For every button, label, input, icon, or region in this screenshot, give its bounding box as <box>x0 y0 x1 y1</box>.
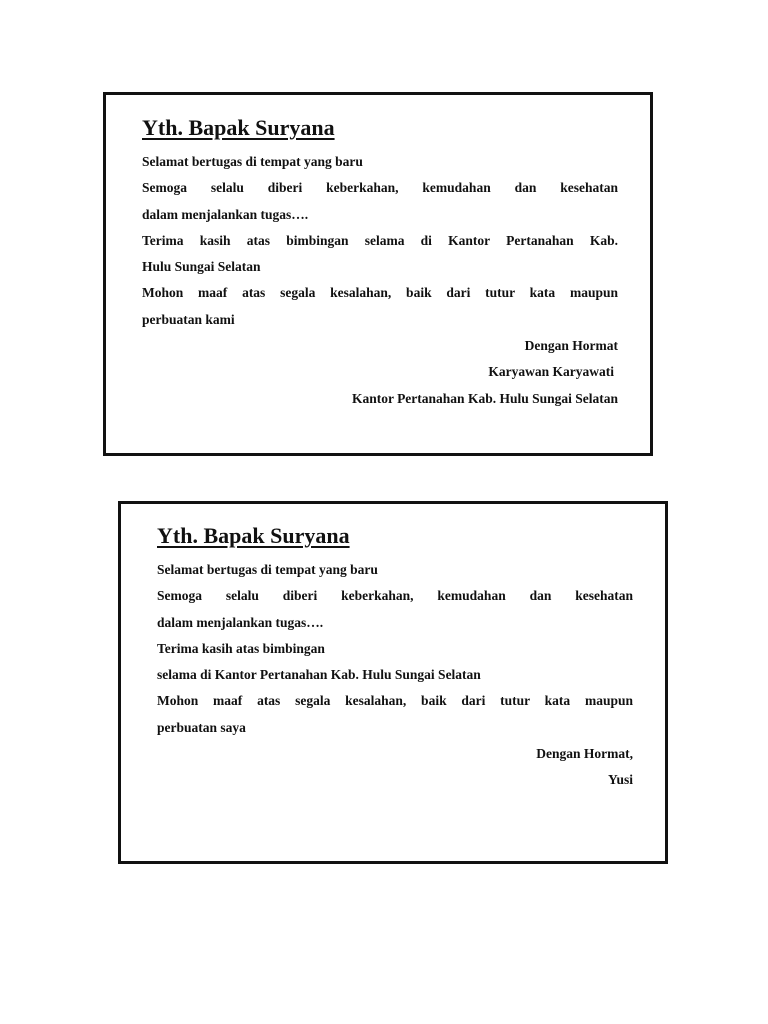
body-line: Hulu Sungai Selatan <box>142 259 261 275</box>
closing-line: Yusi <box>607 772 633 788</box>
card-content <box>142 113 618 412</box>
body-line: perbuatan saya <box>157 719 246 735</box>
greeting-card-2 <box>118 501 668 864</box>
card-title: Yth. Bapak Suryana <box>142 115 335 140</box>
body-line: Mohon maaf atas segala kesalahan, baik dari tutur kata maupun <box>157 693 633 709</box>
card-title: Yth. Bapak Suryana <box>157 523 350 548</box>
body-line: Semoga selalu diberi keberkahan, kemudahan dan kesehatan <box>142 180 618 196</box>
body-line: Mohon maaf atas segala kesalahan, baik dari tutur kata maupun <box>142 285 618 301</box>
body-line: Selamat bertugas di tempat yang baru <box>157 562 378 577</box>
body-line: selama di Kantor Pertanahan Kab. Hulu Sungai Selatan <box>157 667 481 683</box>
body-line: Terima kasih atas bimbingan <box>157 640 325 656</box>
body-line: dalam menjalankan tugas…. <box>142 206 309 222</box>
closing-line: Dengan Hormat, <box>536 746 633 762</box>
closing-line: Dengan Hormat <box>524 338 618 354</box>
body-line: Selamat bertugas di tempat yang baru <box>142 154 363 169</box>
body-line: dalam menjalankan tugas…. <box>157 614 324 630</box>
body-line: perbuatan kami <box>142 311 235 327</box>
body-line: Terima kasih atas bimbingan selama di Kantor Pertanahan Kab. <box>142 232 618 248</box>
closing-line: Karyawan Karyawati <box>488 364 614 380</box>
body-line: Semoga selalu diberi keberkahan, kemudahan dan kesehatan <box>157 588 633 604</box>
greeting-card-1 <box>103 92 653 456</box>
closing-line: Kantor Pertanahan Kab. Hulu Sungai Selatan <box>351 390 618 406</box>
card-content <box>157 521 633 794</box>
